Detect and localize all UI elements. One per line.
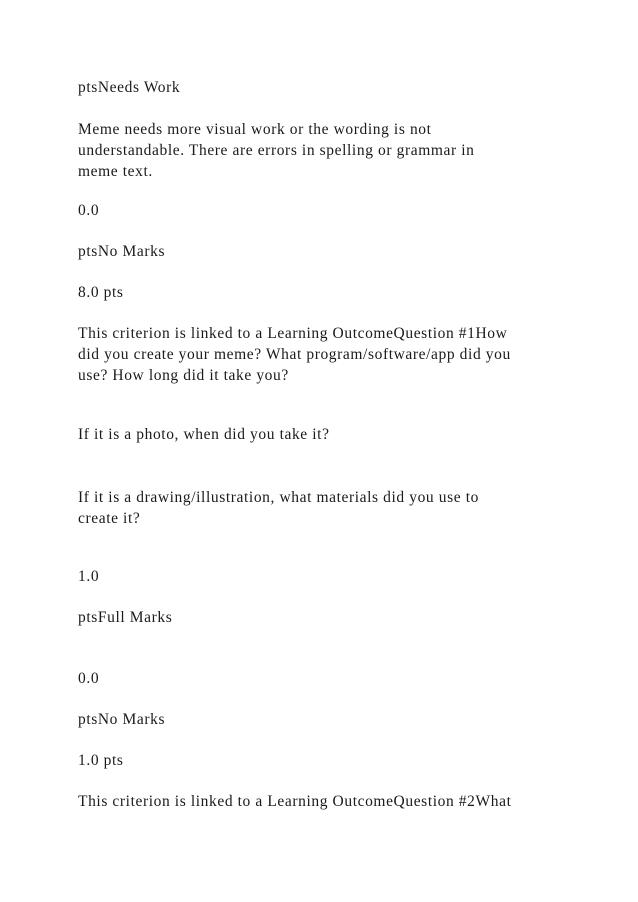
text-line: 1.0: [78, 568, 100, 585]
text-line: understandable. There are errors in spelling or grammar in: [78, 142, 475, 159]
text-line: 0.0: [78, 670, 100, 687]
rating-description-needs-work: [78, 119, 558, 182]
text-line: use? How long did it take you?: [78, 367, 289, 384]
question-photo: [78, 425, 330, 445]
text-line: 1.0 pts: [78, 752, 124, 769]
text-line: ptsNo Marks: [78, 243, 166, 260]
rating-label-needs-work: [78, 78, 180, 98]
rating-label-no-marks: [78, 710, 165, 730]
rating-label-no-marks: [78, 242, 165, 262]
text-line: If it is a photo, when did you take it?: [78, 426, 330, 443]
points-value: [78, 201, 99, 221]
text-line: meme text.: [78, 163, 153, 180]
points-value: [78, 567, 99, 587]
text-line: ptsFull Marks: [78, 609, 173, 626]
points-value: [78, 669, 99, 689]
rating-label-full-marks: [78, 608, 172, 628]
text-line: create it?: [78, 510, 141, 527]
criterion-total-points: [78, 751, 124, 771]
question-drawing: [78, 487, 558, 529]
text-line: did you create your meme? What program/software/app did you: [78, 346, 511, 363]
text-line: 0.0: [78, 202, 100, 219]
text-line: ptsNo Marks: [78, 711, 166, 728]
criterion-total-points: [78, 283, 124, 303]
text-line: ptsNeeds Work: [78, 79, 181, 96]
text-line: 8.0 pts: [78, 284, 124, 301]
text-line: Meme needs more visual work or the wording is not: [78, 121, 432, 138]
text-line: This criterion is linked to a Learning OutcomeQuestion #1How: [78, 325, 508, 342]
text-line: If it is a drawing/illustration, what materials did you use to: [78, 489, 479, 506]
text-line: This criterion is linked to a Learning OutcomeQuestion #2What: [78, 793, 512, 810]
criterion-question-2: [78, 792, 511, 812]
criterion-question-1: [78, 323, 558, 386]
